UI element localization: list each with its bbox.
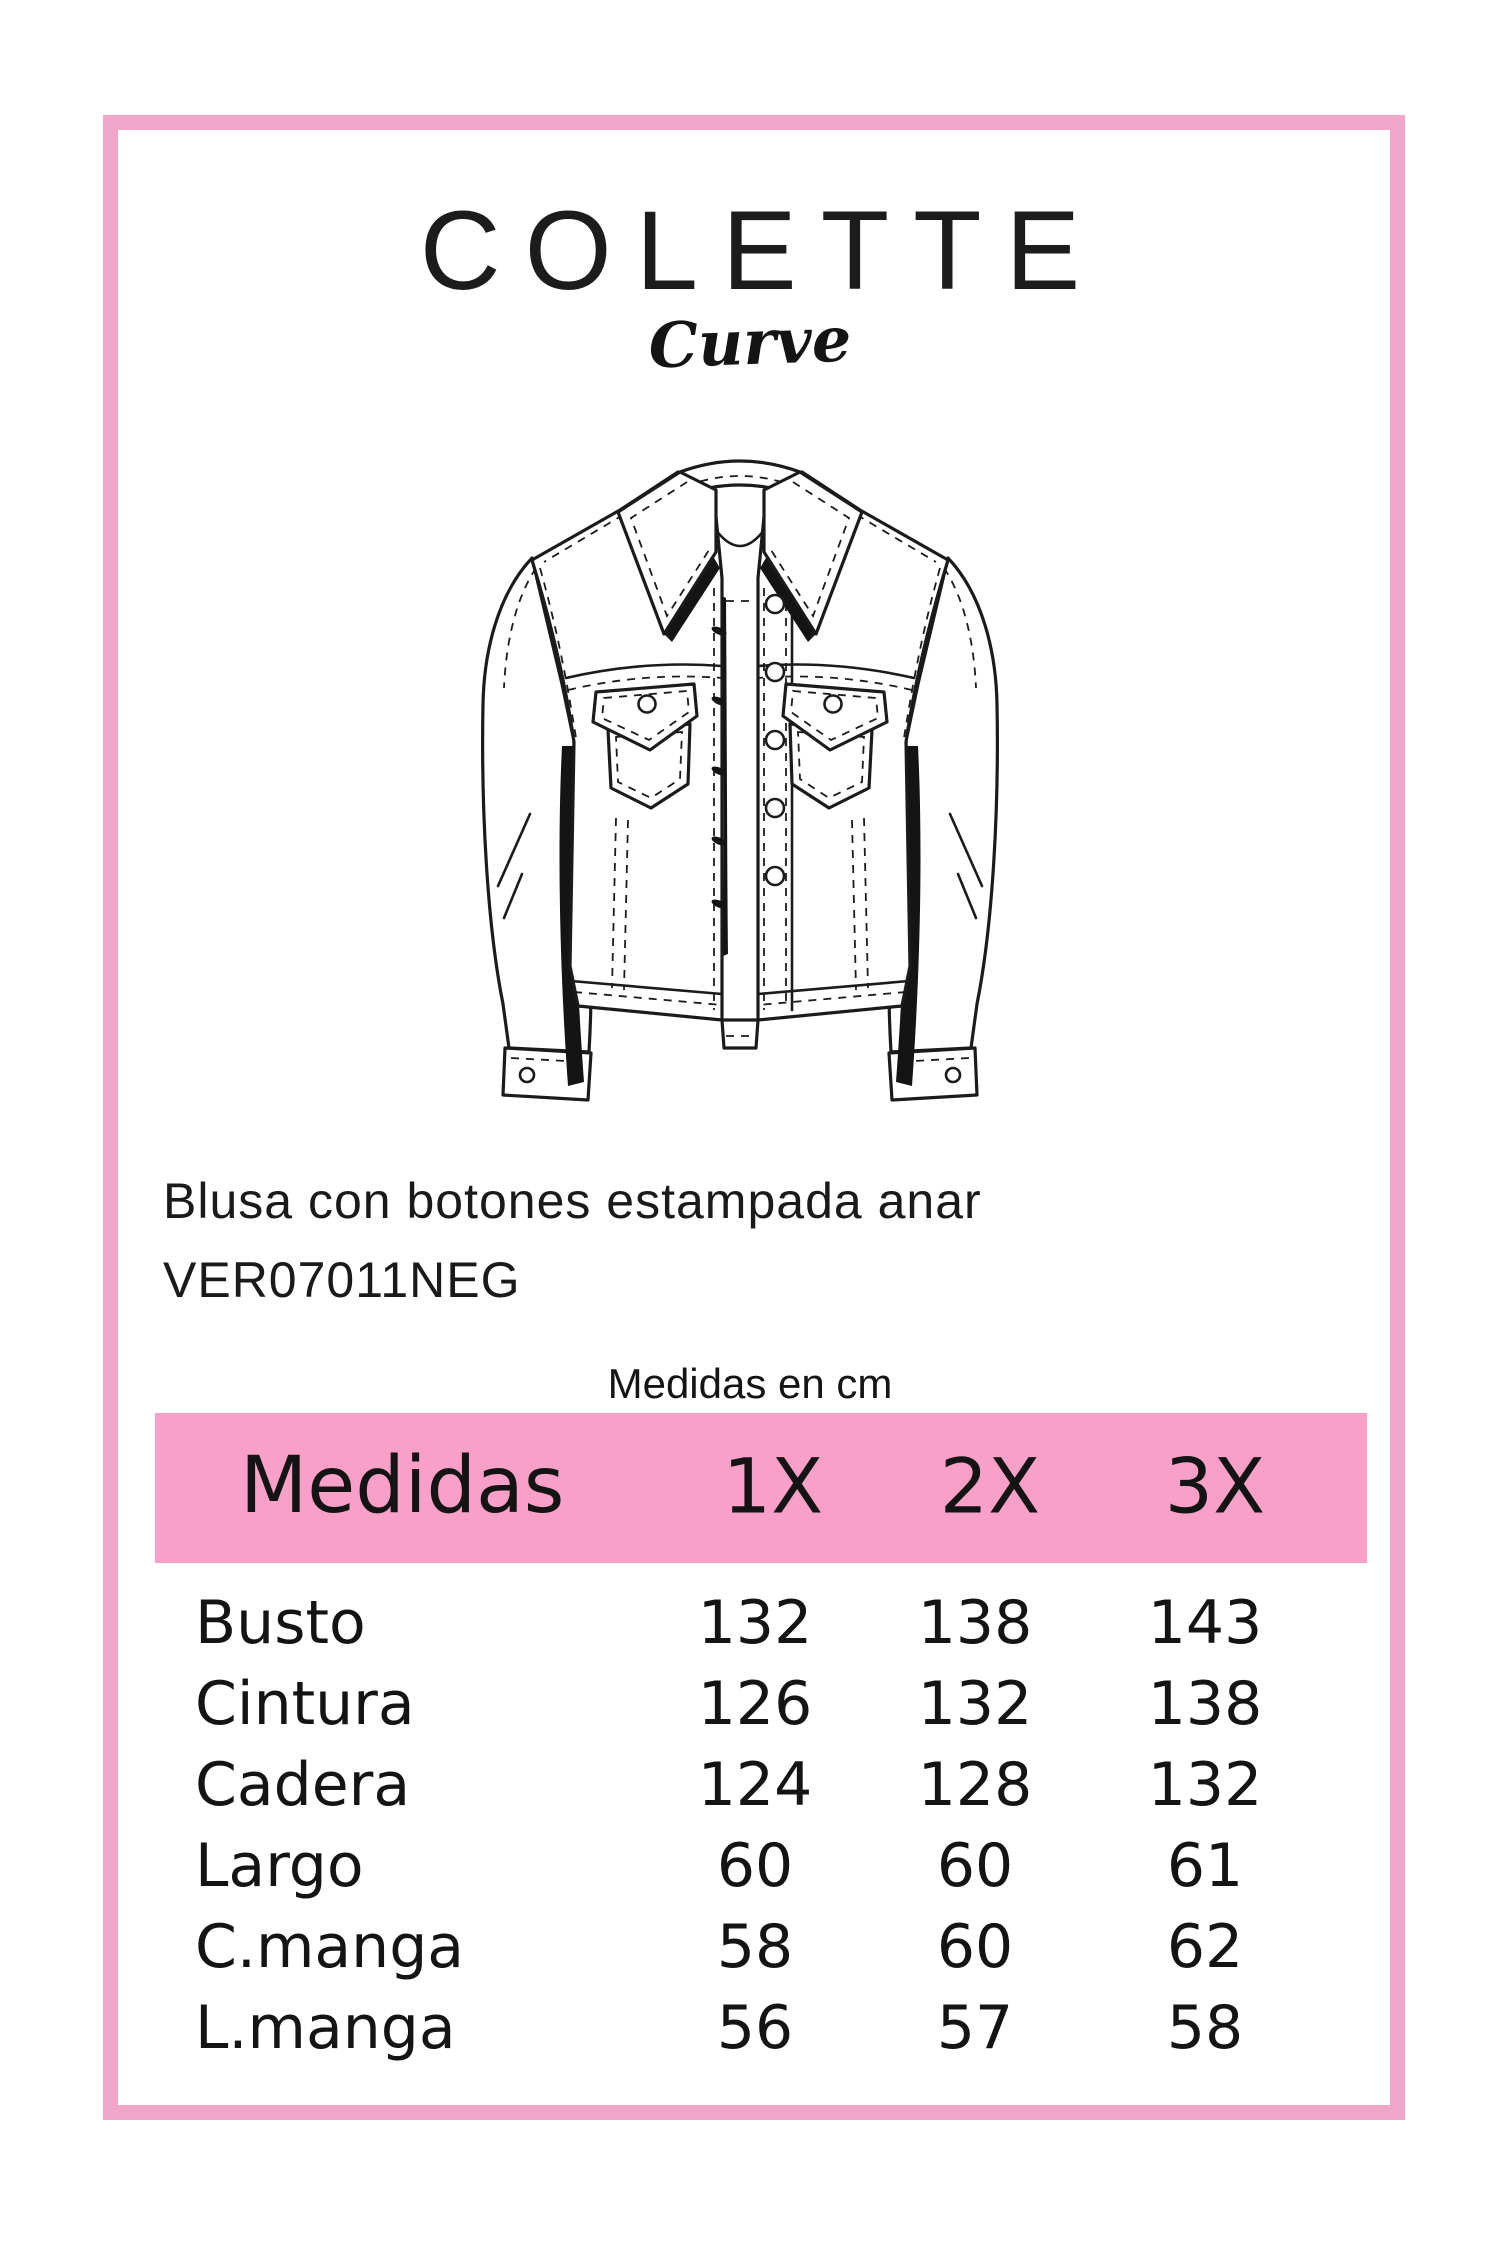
- brand-sublogo-script: Curve: [647, 302, 853, 383]
- header-size-3x: 3X: [1164, 1441, 1266, 1531]
- value-1x: 56: [716, 1992, 794, 2063]
- row-label: Largo: [195, 1830, 364, 1901]
- header-measures-label: Medidas: [240, 1441, 565, 1532]
- table-header-band: [155, 1413, 1367, 1563]
- table-row: [155, 1906, 1367, 1987]
- value-1x: 60: [716, 1830, 794, 1901]
- header-size-2x: 2X: [939, 1441, 1041, 1531]
- value-3x: 143: [1147, 1587, 1263, 1658]
- value-2x: 128: [917, 1749, 1033, 1820]
- value-3x: 61: [1166, 1830, 1244, 1901]
- value-3x: 62: [1166, 1911, 1244, 1982]
- product-sku: VER07011NEG: [163, 1252, 521, 1308]
- value-3x: 132: [1147, 1749, 1263, 1820]
- brand-logo: COLETTE: [419, 188, 1105, 313]
- jacket-illustration: [470, 446, 1010, 1106]
- table-row: [155, 1663, 1367, 1744]
- value-2x: 60: [936, 1911, 1014, 1982]
- header-size-1x: 1X: [722, 1441, 824, 1531]
- value-2x: 132: [917, 1668, 1033, 1739]
- value-2x: 57: [936, 1992, 1014, 2063]
- measurements-table: [155, 1582, 1367, 2068]
- row-label: Cintura: [195, 1668, 415, 1739]
- value-1x: 124: [697, 1749, 813, 1820]
- product-name: Blusa con botones estampada anar: [163, 1173, 982, 1229]
- table-row: [155, 1987, 1367, 2068]
- row-label: L.manga: [195, 1992, 456, 2063]
- value-3x: 58: [1166, 1992, 1244, 2063]
- product-info: [163, 1162, 982, 1320]
- value-1x: 126: [697, 1668, 813, 1739]
- value-1x: 132: [697, 1587, 813, 1658]
- table-row: [155, 1744, 1367, 1825]
- row-label: C.manga: [195, 1911, 465, 1982]
- value-2x: 60: [936, 1830, 1014, 1901]
- value-3x: 138: [1147, 1668, 1263, 1739]
- table-row: [155, 1582, 1367, 1663]
- value-1x: 58: [716, 1911, 794, 1982]
- units-note: Medidas en cm: [607, 1360, 893, 1407]
- row-label: Cadera: [195, 1749, 411, 1820]
- table-row: [155, 1825, 1367, 1906]
- value-2x: 138: [917, 1587, 1033, 1658]
- row-label: Busto: [195, 1587, 366, 1658]
